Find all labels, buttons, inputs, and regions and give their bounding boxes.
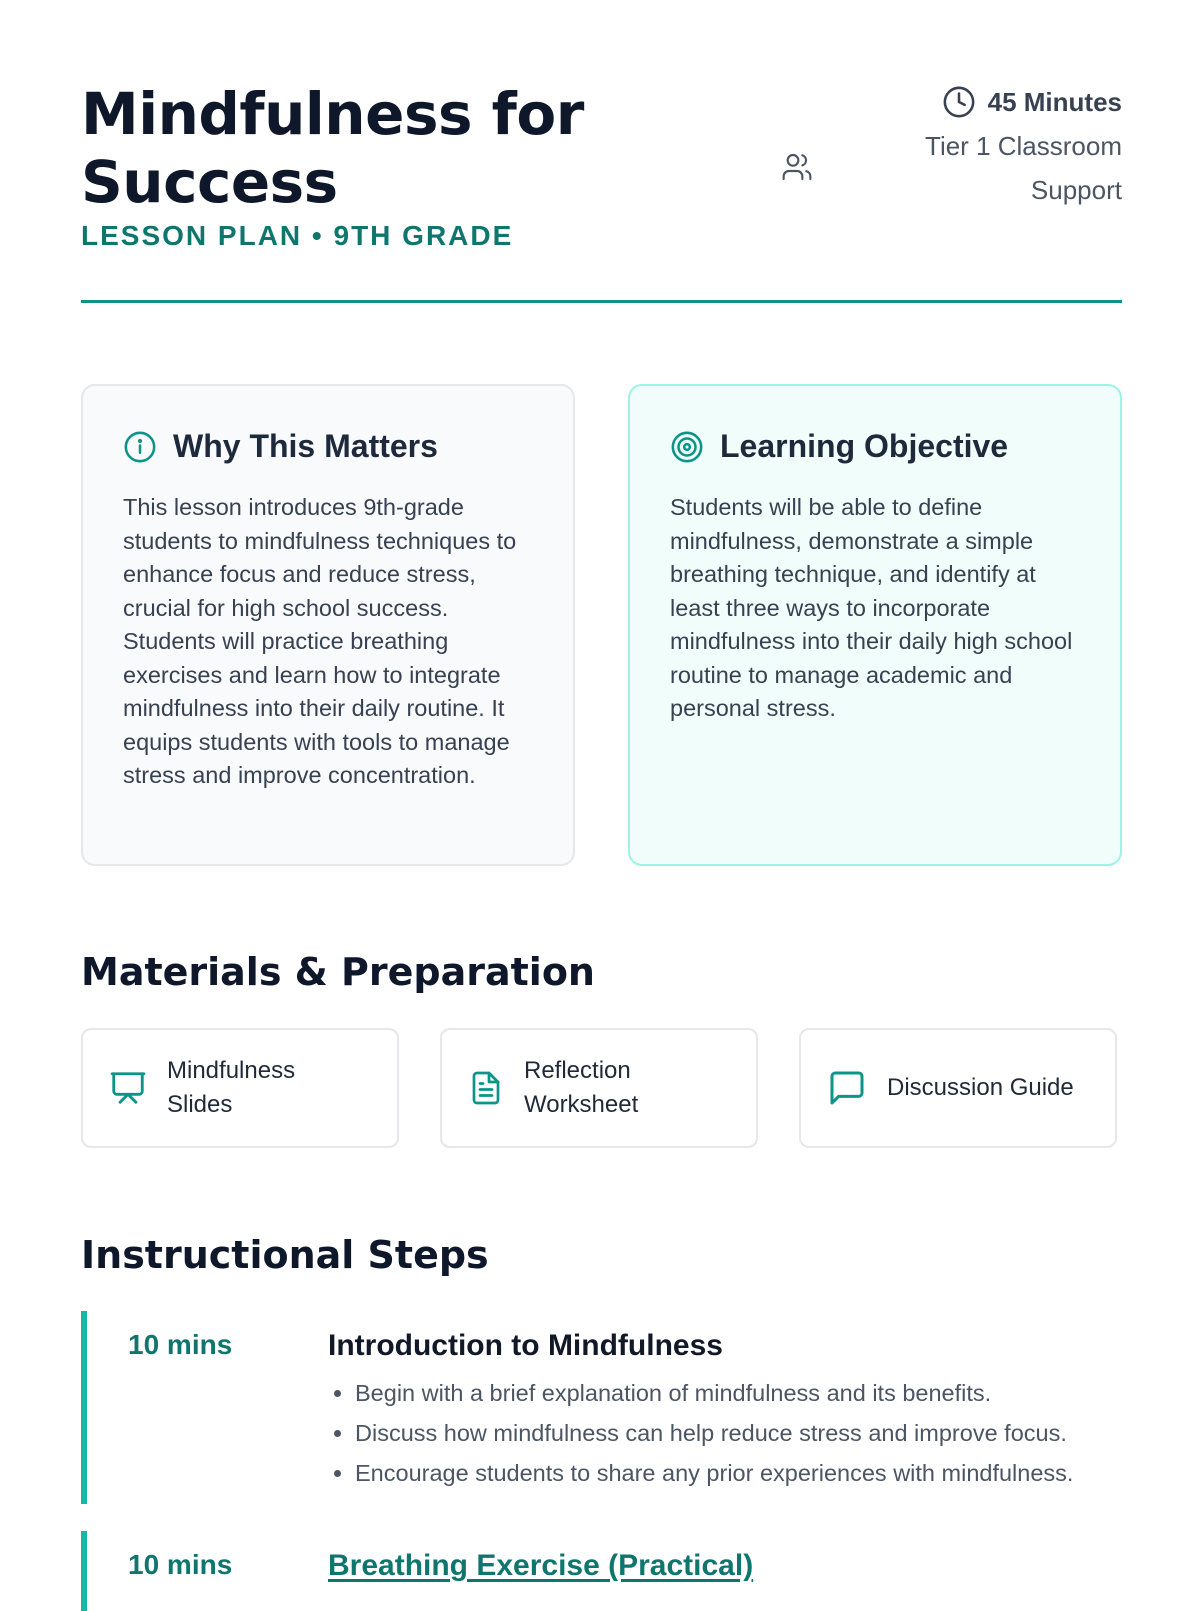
step-heading-link[interactable]: Breathing Exercise (Practical) — [328, 1549, 754, 1582]
info-icon — [123, 430, 157, 464]
lesson-meta — [882, 84, 1122, 212]
material-worksheet[interactable] — [440, 1028, 758, 1148]
step-item — [81, 1531, 1128, 1611]
steps-title: Instructional Steps — [81, 1233, 489, 1277]
step-duration: 10 mins — [128, 1549, 233, 1580]
step-bullet: • Begin with a brief explanation of mindfulness and its benefits. — [355, 1373, 1128, 1413]
page-title: Mindfulness for Success — [81, 80, 584, 216]
materials-list — [81, 1028, 1122, 1148]
users-icon — [781, 151, 813, 183]
why-heading: Why This Matters — [173, 428, 438, 464]
materials-title: Materials & Preparation — [81, 950, 595, 994]
header-divider — [81, 300, 1122, 303]
step-duration: 10 mins — [128, 1329, 233, 1360]
target-icon — [670, 430, 704, 464]
learning-objective-card — [628, 384, 1122, 866]
material-label: Reflection Worksheet — [524, 1057, 639, 1118]
clock-icon — [942, 85, 976, 119]
material-label: Mindfulness Slides — [167, 1057, 296, 1118]
step-bullets — [328, 1373, 1128, 1493]
duration — [882, 84, 1122, 120]
support-tier: Tier 1 Classroom Support — [925, 131, 1122, 205]
material-discussion-guide[interactable] — [799, 1028, 1117, 1148]
page-subtitle: LESSON PLAN • 9TH GRADE — [81, 220, 514, 251]
step-heading: Introduction to Mindfulness — [328, 1329, 723, 1362]
step-bullet: • Encourage students to share any prior experiences with mindfulness. — [355, 1453, 1128, 1493]
step-item — [81, 1311, 1128, 1504]
duration-label: 45 Minutes — [987, 86, 1122, 117]
objective-text: Students will be able to define mindfulness, demonstrate a simple breathing technique, and identify at least three ways to incorporate mindfulness into their daily high school routine to manage academic and personal stress. — [670, 494, 1073, 721]
material-label: Discussion Guide — [887, 1074, 1074, 1101]
why-this-matters-card — [81, 384, 575, 866]
why-text: This lesson introduces 9th-grade students to mindfulness techniques to enhance focus and reduce stress, crucial for high school success. Students will practice breathing exercises and learn how to integrate mindfulness into their daily routine. It equips students with tools to manage stress and improve concentration. — [123, 494, 517, 788]
document-icon — [468, 1070, 504, 1106]
material-slides[interactable] — [81, 1028, 399, 1148]
presentation-icon — [109, 1069, 147, 1107]
chat-icon — [827, 1068, 867, 1108]
step-bullet: • Discuss how mindfulness can help reduce stress and improve focus. — [355, 1413, 1128, 1453]
objective-heading: Learning Objective — [720, 428, 1009, 464]
